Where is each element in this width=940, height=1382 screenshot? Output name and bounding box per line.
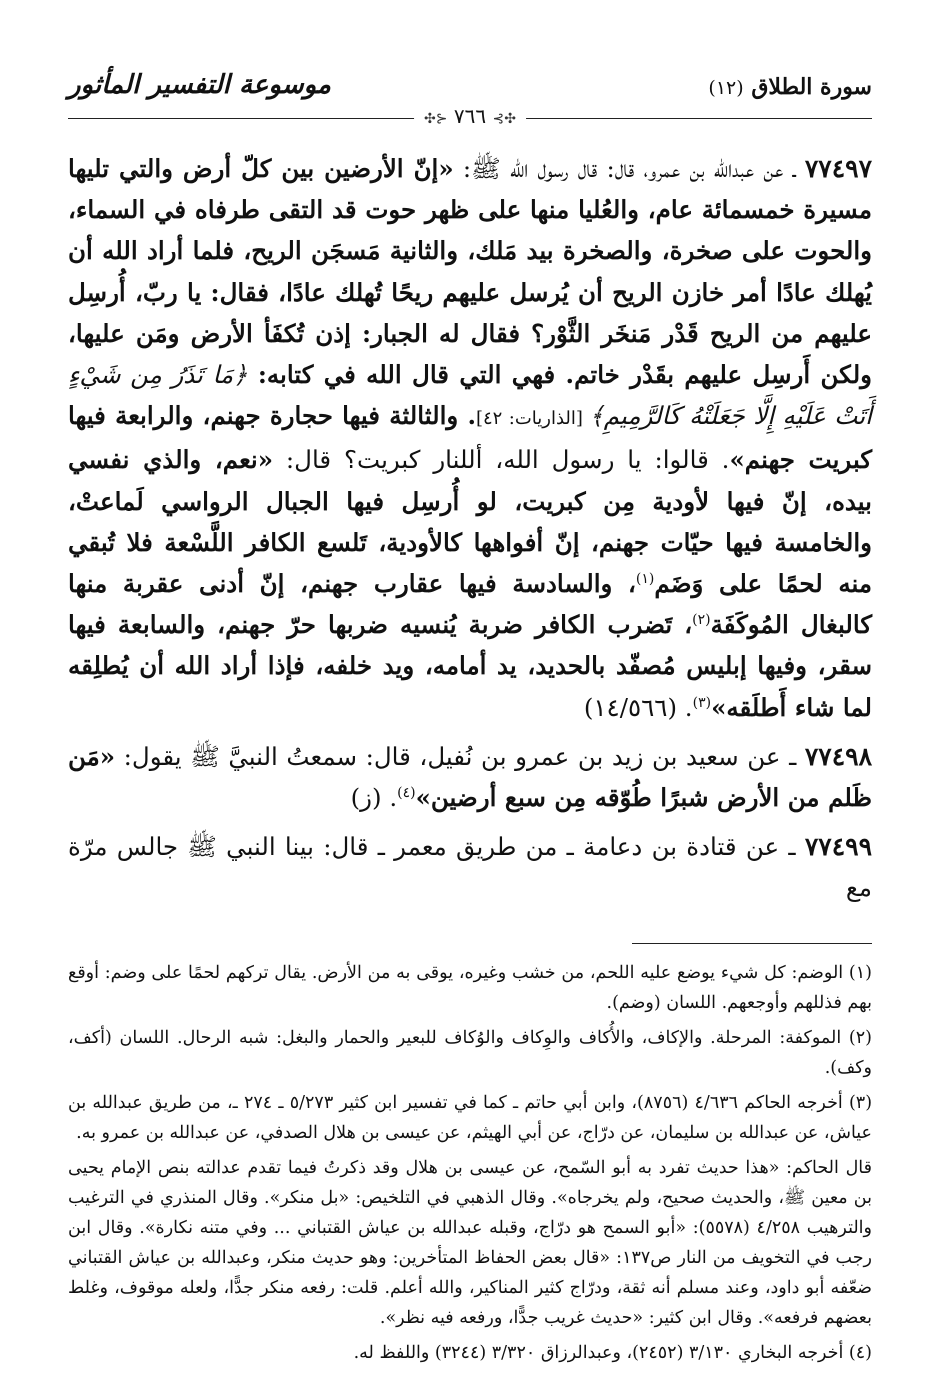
- footnote-marker[interactable]: (٢): [692, 612, 711, 629]
- main-text: [68, 148, 872, 909]
- footnote-rule: [632, 943, 872, 944]
- hadith-text: . والثالثة فيها حجارة جهنم، والرابعة فيها كبريت جهنم»: [68, 401, 873, 475]
- running-header: [68, 70, 872, 128]
- surah-title: [708, 74, 872, 100]
- entry-number: ٧٧٤٩٧: [804, 154, 872, 183]
- entry-77499: [68, 826, 872, 908]
- entry-chain: ـ عن عبدالله بن عمرو، قال: قال رسول الله ﷺ:: [453, 154, 805, 183]
- footnote-4: (٤) أخرجه البخاري ٣/١٣٠ (٢٤٥٢)، وعبدالرزاق ٣/٣٢٠ (٣٢٤٤) واللفظ له.: [353, 1342, 872, 1363]
- entry-reference: . (ز): [350, 783, 398, 813]
- entry-chain: ـ عن قتادة بن دعامة ـ من طريق معمر ـ قال: بينا النبي ﷺ جالس مرّة مع: [68, 832, 872, 903]
- entry-77497: [68, 148, 872, 728]
- footnote-1: (١) الوضم: كل شيء يوضع عليه اللحم، من خشب وغيره، يوقى به من الأرض. يقال تركهم لحمًا على وضم: أوقع بهم فذللهم وأوجعهم. اللسان (وضم).: [68, 962, 872, 1013]
- entry-reference: . (١٤/٥٦٦): [583, 692, 693, 722]
- hadith-text: «نعم، والذي نفسي بيده، إنّ فيها لأودية مِن كبريت، لو أُرسِل فيها الجبال الرواسي لَماعتْ، والخامسة فيها حيّات جهنم، إنّ أفواهها كالأودية، تَلسع الكافر اللَّسْعة فلا تُبقي منه لحمًا على وَضَم: [68, 445, 872, 599]
- footnote-marker[interactable]: (٣): [692, 694, 712, 711]
- quran-reference: [الذاريات: ٤٢]: [475, 408, 590, 430]
- footnote-3-continued: قال الحاكم: «هذا حديث تفرد به أبو السّمح، عن عيسى بن هلال وقد ذكرتُ فيما تقدم عدالته بنص الإمام يحيى بن معين ﷺ، والحديث صحيح، ولم يخرجاه». وقال الذهبي في التلخيص: «بل منكر». وقال المنذري في الترغيب والترهيب ٤/٢٥٨ (٥٥٧٨): «أبو السمح هو درّاج، وقبله عبدالله بن عياش القتباني ... وفي متنه نكارة». وقال ابن رجب في التخويف من النار ص١٣٧: «قال بعض الحفاظ المتأخرين: وهو حديث منكر، وعبدالله بن عياش القتباني ضعّفه أبو داود، وعند مسلم أنه ثقة، ودرّاج كثير المناكير، والله أعلم. قلت: رفعه منكر جدًّا، ولعله موقوف، وغلط بعضهم فرفعه». وقال ابن كثير: «حديث غريب جدًّا، ورفعه فيه نظر».: [68, 1157, 872, 1328]
- footnotes: [68, 958, 872, 1368]
- hadith-text: «إنّ الأرضين بين كلّ أرض والتي تليها مسيرة خمسمائة عام، والعُليا منها على ظهر حوت قد التقى طرفاه في السماء، والحوت على صخرة، والصخرة بيد مَلك، والثانية مَسجَن الريح، فلما أراد الله أن يُهلك عادًا أمر خازن الريح أن يُرسل عليهم ريحًا تُهلك عادًا، فقال: يا ربّ، أُرسِل عليهم من الريح قَدْر مَنخَر الثَّوْر؟ فقال له الجبار: إذن تُكفَأ الأرض ومَن عليها، ولكن أَرسِل عليهم بقَدْر خاتم. فهي التي قال الله في كتابه:: [68, 154, 872, 390]
- page-number: ٧٦٦: [453, 104, 487, 128]
- footnote-marker[interactable]: (٤): [397, 784, 416, 801]
- book-title: موسوعة التفسير المأثور: [68, 70, 331, 100]
- footnote-2: (٢) الموكفة: المرحلة. والإكاف، والأُكاف والوِكاف والوُكاف للبعير والحمار والبغل: شبه الرحال. اللسان (أكف، وكف).: [68, 1027, 872, 1078]
- surah-name: سورة الطلاق: [751, 74, 872, 100]
- hadith-text: «مَن ظَلم من الأرض شبرًا طُوّقه مِن سبع أرضين»: [68, 741, 872, 813]
- quran-quote: ﴿مَا تَذَرُ مِن شَيْءٍ أَتَتْ عَلَيْهِ إِلَّا جَعَلَتْهُ كَالرَّمِيمِ﴾: [68, 360, 872, 431]
- surah-number: (١٢): [708, 77, 744, 99]
- ornament-icon: ✣⊱: [492, 111, 516, 127]
- page-number-box: [414, 104, 526, 128]
- entry-number: ٧٧٤٩٩: [804, 832, 872, 862]
- hadith-text: ، والسادسة فيها عقارب جهنم، إنّ أدنى عقربة منها كالبغال المُوكَفَة: [68, 569, 872, 640]
- entry-chain: ـ عن سعيد بن زيد بن عمرو بن نُفيل، قال: سمعتُ النبيَّ ﷺ يقول:: [115, 741, 805, 771]
- footnote-marker[interactable]: (١): [635, 570, 655, 587]
- entry-77498: [68, 736, 872, 818]
- footnote-3: (٣) أخرجه الحاكم ٤/٦٣٦ (٨٧٥٦)، وابن أبي حاتم ـ كما في تفسير ابن كثير ٥/٢٧٣ ـ ٢٧٤ ـ، من طريق عبدالله بن عياش، عن عبدالله بن سليمان، عن درّاج، عن أبي الهيثم، عن عيسى بن هلال الصدفي، عن عبدالله بن عمرو به.: [68, 1092, 873, 1143]
- entry-narration: . قالوا: يا رسول الله، أللنار كبريت؟ قال:: [273, 445, 730, 475]
- entry-number: ٧٧٤٩٨: [804, 741, 872, 771]
- ornament-icon: ⊰✣: [424, 111, 448, 127]
- hadith-text: ، تَضرب الكافر ضربة يُنسيه ضربها حرّ جهنم، والسابعة فيها سقر، وفيها إبليس مُصفّد بالحديد، يد أمامه، ويد خلفه، فإذا أراد الله أن يُطلِقه لما شاء أَطلَقه»: [68, 610, 872, 722]
